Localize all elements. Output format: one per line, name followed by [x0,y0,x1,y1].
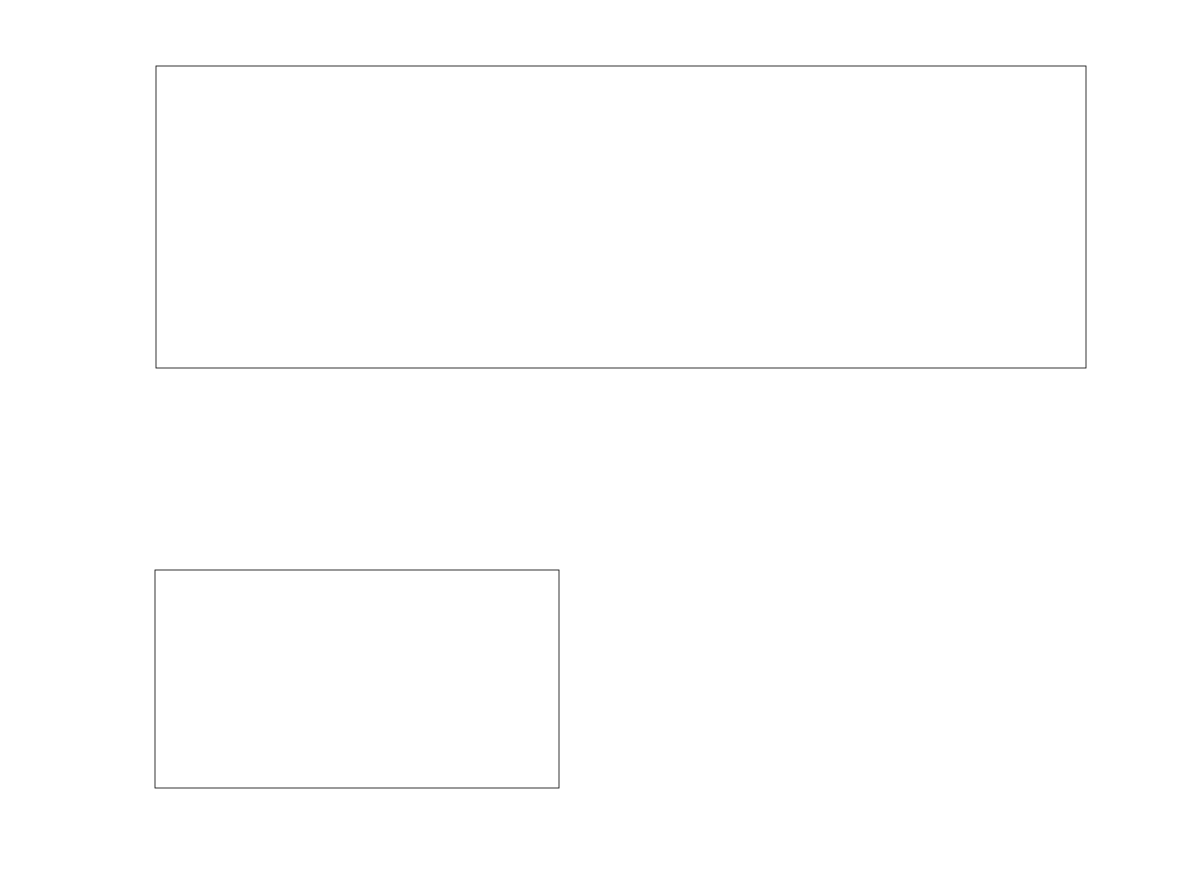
setting-key [644,743,824,766]
setting-row-sensitivity [644,743,1184,766]
settings-header [644,698,1184,721]
diag-key [644,472,824,495]
bottom-plot-area [155,570,559,788]
diagnostic-panel [644,446,1184,788]
diag-row-detection-depth [644,562,1184,585]
diag-row-detection-range [644,585,1184,608]
diag-key [644,608,824,631]
diag-row-apogee [644,517,1184,540]
setting-key [644,721,824,744]
diag-key [644,562,824,585]
setting-current [824,766,924,789]
diag-row-bottom-depth [644,608,1184,631]
full-mission-chart [156,66,1086,368]
last-50-dives-chart [155,570,559,788]
top-plot-area [156,66,1086,368]
diag-row-dive-depth [644,495,1184,518]
settings-header-current [824,698,924,721]
diag-row-dive-no [644,472,1184,495]
settings-header-label [644,698,824,721]
diag-key [644,653,824,676]
setting-current [824,721,924,744]
diag-key [644,517,824,540]
setting-key [644,766,824,789]
diag-row-results [644,653,1184,676]
setting-row-pulse [644,766,1184,789]
setting-current [824,743,924,766]
setting-row-ping-depth [644,721,1184,744]
diag-key [644,495,824,518]
diag-key [644,585,824,608]
